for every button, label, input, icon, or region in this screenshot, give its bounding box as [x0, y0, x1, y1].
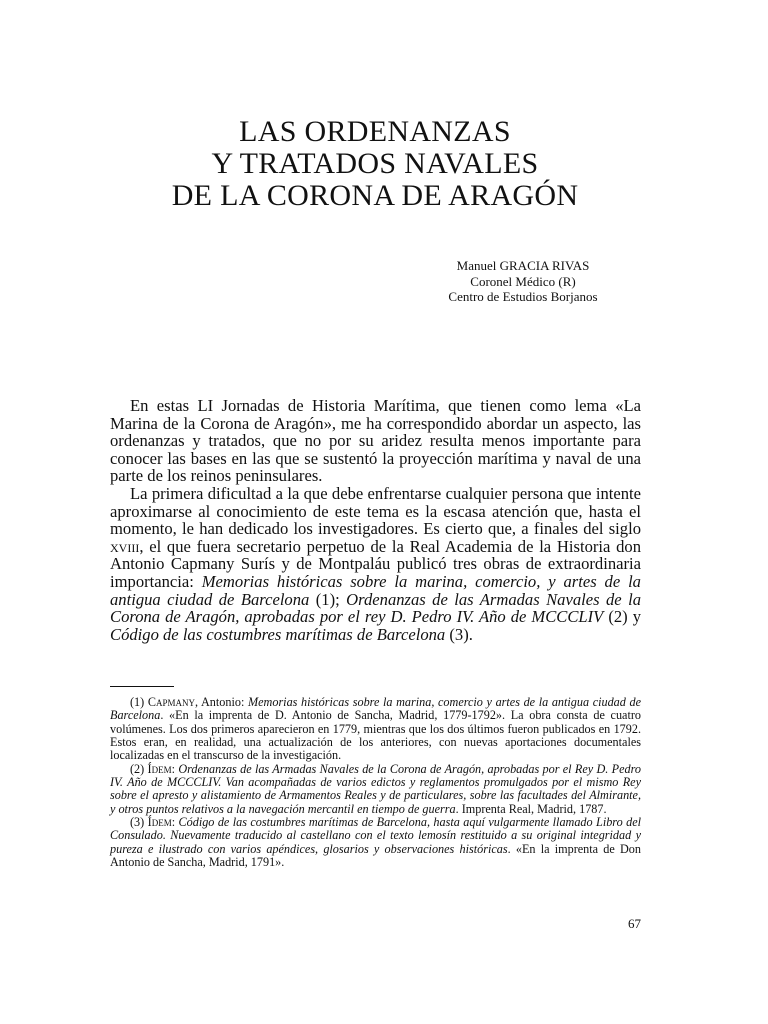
footnote-author: Ídem — [147, 761, 172, 776]
author-block — [430, 258, 616, 305]
page-number: 67 — [628, 916, 641, 931]
footnote-work-title: Código de las costumbres marítimas de Barcelona, hasta aquí vulgarmente llamado Libro del Consulado. Nuevamente traducido al castellano con el texto lemosín restituido a su original integridad y pureza e ilustrado con varios apéndices, glosarios y observaciones históricas — [110, 815, 641, 856]
footnote-text: . «En la imprenta de Don Antonio de Sancha, Madrid, 1791». — [110, 841, 641, 870]
author-name: Manuel GRACIA RIVAS — [456, 258, 590, 273]
footnote-number: (1) — [130, 695, 145, 709]
footnote-text: : — [171, 815, 179, 830]
footnotes — [110, 696, 641, 869]
footnote-3 — [110, 816, 641, 869]
p2-text-b: , el que fuera secretario perpetuo de la Real Academia de la Historia don Antonio Capmany Surís y de Montpaláu publicó tres obras de extraordinaria importancia: — [110, 536, 641, 591]
body-paragraph-1: En estas LI Jornadas de Historia Marítima, que tienen como lema «La Marina de la Corona de Aragón», me ha correspondido abordar un aspecto, las ordenanzas y tratados, que no por su aridez resulta menos importante para conocer las bases en las que se sustentó la proyección marítima y naval de una parte de los reinos peninsulares. — [110, 396, 641, 486]
footnote-text: , Antonio: — [195, 695, 248, 709]
footnote-author: Capmany — [147, 695, 195, 709]
footnote-author: Ídem — [147, 815, 172, 830]
work-title-ordenanzas: Ordenanzas de las Armadas Navales de la Corona de Aragón, aprobadas por el rey D. Pedro IV. Año de MCCCLIV — [110, 589, 641, 627]
footnote-number: (2) — [130, 761, 145, 776]
p2-text-a: La primera dificultad a la que debe enfrentarse cualquier persona que intente aproximarse al conocimiento de este tema es la escasa atención que, hasta el momento, le han dedicado los investigadores. Es cierto que, a finales del siglo — [110, 483, 641, 539]
footnote-work-title: Memorias históricas sobre la marina, comercio y artes de la antigua ciudad de Barcelona — [110, 695, 642, 723]
century-numeral: xviii — [110, 536, 140, 556]
body-text — [110, 397, 641, 643]
footnote-text: : — [171, 761, 179, 776]
footnote-text: . Imprenta Real, Madrid, 1787. — [455, 801, 607, 816]
p2-text-c: (1); — [309, 589, 347, 609]
work-title-memorias: Memorias históricas sobre la marina, comercio, y artes de la antigua ciudad de Barcelona — [110, 571, 641, 609]
title-line-3: DE LA CORONA DE ARAGÓN — [171, 179, 579, 212]
footnote-separator — [110, 686, 174, 687]
footnote-1 — [110, 696, 641, 763]
footnote-text: . «En la imprenta de D. Antonio de Sancha, Madrid, 1779-1792». La obra consta de cuatro volúmenes. Los dos primeros aparecieron en 1779, mientras que los dos últimos fueron publicados en 1792. Estos eran, en realidad, una actualización de los anteriores, con nuevas aportaciones documentales localizadas en el transcurso de la investigación. — [110, 708, 641, 763]
footnote-number: (3) — [130, 815, 145, 830]
title-line-2: Y TRATADOS NAVALES — [211, 147, 539, 180]
p2-text-d: (2) y — [603, 607, 641, 627]
p2-text-e: (3). — [445, 624, 473, 644]
title-line-1: LAS ORDENANZAS — [239, 115, 511, 148]
work-title-codigo: Código de las costumbres marítimas de Barcelona — [110, 624, 446, 644]
author-rank: Coronel Médico (R) — [470, 273, 576, 289]
footnote-2 — [110, 763, 641, 816]
footnote-work-title: Ordenanzas de las Armadas Navales de la Corona de Aragón, aprobadas por el Rey D. Pedro IV. Año de MCCCLIV. Van acompañadas de varios edictos y reglamentos promulgados por el mismo Rey sobre el apresto y alistamiento de Armamentos Reales y de particulares, sobre las facultades del Almirante, y otros puntos relativos a la navegación mercantil en tiempo de guerra — [110, 761, 641, 816]
author-institution: Centro de Estudios Borjanos — [448, 289, 598, 304]
article-title — [110, 116, 640, 212]
body-paragraph-2 — [110, 485, 641, 643]
